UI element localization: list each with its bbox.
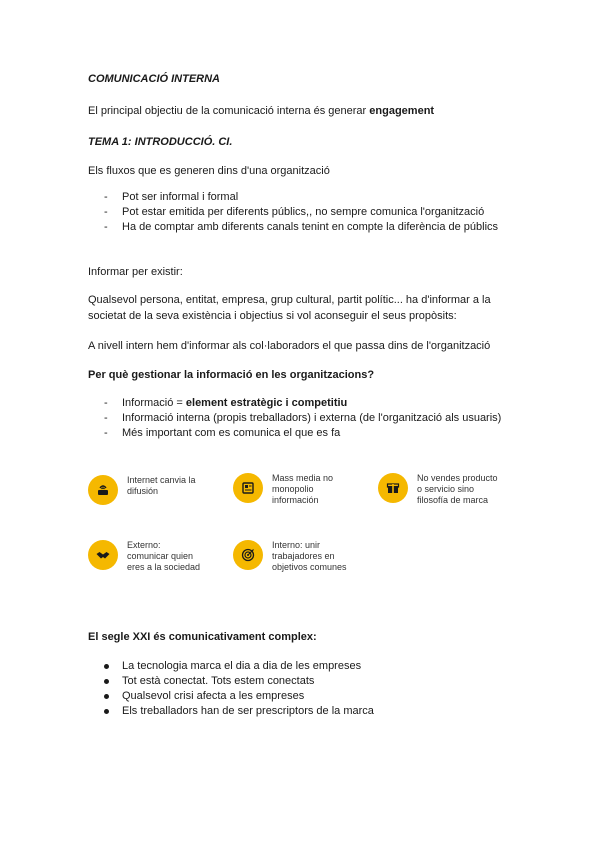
list-item-text: Tot està conectat. Tots estem conectats: [122, 675, 315, 687]
list-item-text: Els treballadors han de ser prescriptors de la marca: [122, 705, 374, 717]
card-text: Externo: comunicar quien eres a la sociedad: [127, 540, 201, 572]
list-item-text: Qualsevol crisi afecta a les empreses: [122, 690, 305, 702]
newspaper-icon: [233, 473, 263, 503]
broadcast-icon: [88, 475, 118, 505]
target-icon: [233, 540, 263, 570]
nivell-paragraph: A nivell intern hem d'informar als col·laboradors el que passa dins de l'organització: [88, 340, 491, 352]
fluxos-heading: Els fluxos que es generen dins d'una organització: [88, 165, 330, 177]
list-item: [0, 689, 374, 704]
list-item-text: Pot ser informal i formal: [122, 191, 239, 203]
perque-heading: Per què gestionar la informació en les organitzacions?: [88, 369, 375, 381]
list-item-text: Més important com es comunica el que es fa: [122, 427, 341, 439]
list-item-text: La tecnologia marca el dia a dia de les empreses: [122, 660, 362, 672]
handshake-icon: [88, 540, 118, 570]
info-card: [88, 540, 237, 573]
qualsevol-line-2: societat de la seva existència i objectius si vol aconseguir el seus propòsits:: [88, 310, 457, 322]
card-text: Mass media no monopolio información: [272, 473, 334, 505]
info-card: [233, 540, 382, 573]
list-item: - Pot estar emitida per diferents públics,, no sempre comunica l'organització: [104, 206, 485, 218]
list-item: - Ha de comptar amb diferents canals tenint en compte la diferència de públics: [104, 221, 499, 233]
intro-emphasis: engagement: [369, 105, 435, 117]
list-item-text: Ha de comptar amb diferents canals tenint en compte la diferència de públics: [122, 221, 499, 233]
list-item: - Informació interna (propis treballadors) i externa (de l'organització als usuaris): [104, 412, 502, 424]
list-item: [0, 704, 374, 719]
fluxos-list: [0, 190, 498, 235]
info-card: [88, 475, 237, 505]
list-item: [0, 659, 374, 674]
info-card: [233, 473, 382, 506]
list-item-emphasis: element estratègic i competitiu: [185, 397, 348, 409]
informar-heading: Informar per existir:: [88, 266, 183, 278]
list-item-text: Informació =: [122, 397, 186, 409]
card-text: No vendes producto o servicio sino filosofía de marca: [417, 473, 498, 505]
tema-heading: TEMA 1: INTRODUCCIÓ. CI.: [88, 136, 233, 148]
info-card: [378, 473, 527, 506]
list-item: - Informació = element estratègic i competitiu: [104, 397, 348, 409]
list-item-text: Informació interna (propis treballadors) i externa (de l'organització als usuaris): [122, 412, 502, 424]
intro-text: El principal objectiu de la comunicació interna és generar: [88, 105, 370, 117]
qualsevol-line-1: Qualsevol persona, entitat, empresa, grup cultural, partit polític... ha d'informar a la: [88, 294, 491, 306]
doc-title: COMUNICACIÓ INTERNA: [88, 73, 220, 85]
product-box-icon: [378, 473, 408, 503]
list-item: [0, 674, 374, 689]
list-item: - Més important com es comunica el que es fa: [104, 427, 341, 439]
list-item: - Pot ser informal i formal: [104, 191, 239, 203]
informacio-list: [0, 396, 501, 441]
card-text: Internet canvia la difusión: [127, 475, 196, 496]
list-item-text: Pot estar emitida per diferents públics,, no sempre comunica l'organització: [122, 206, 485, 218]
card-text: Interno: unir trabajadores en objetivos comunes: [272, 540, 347, 572]
segle-list: [0, 659, 374, 719]
segle-heading: El segle XXI és comunicativament complex:: [88, 631, 317, 643]
intro-paragraph: [88, 104, 434, 118]
